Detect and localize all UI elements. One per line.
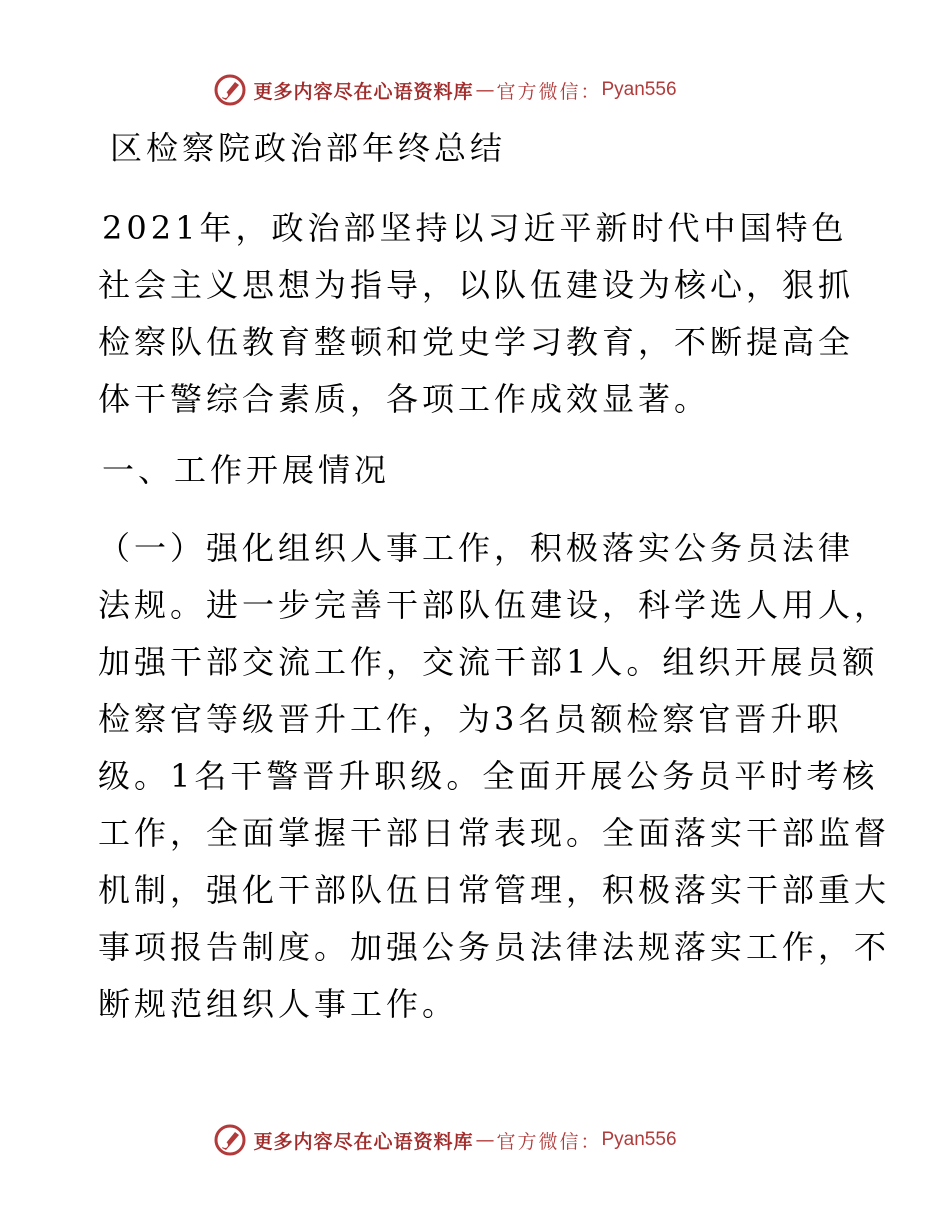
watermark-separator: — (475, 79, 495, 101)
paragraph-line: 机制，强化干部队伍日常管理，积极落实干部重大 (98, 871, 891, 909)
paragraph-line: 工作，全面掌握干部日常表现。全面落实干部监督 (98, 814, 891, 852)
paragraph-line: 法规。进一步完善干部队伍建设，科学选人用人， (98, 586, 891, 624)
watermark-header (0, 70, 950, 110)
intro-paragraph: 2021年，政治部坚持以习近平新时代中国特色社会主义思想为指导，以队伍建设为核心，狠抓检察队伍教育整顿和党史学习教育，不断提高全体干警综合素质，各项工作成效显著。 (98, 209, 855, 418)
watermark-wechat-label: 官方微信： (496, 1130, 602, 1153)
document-title: 区检察院政治部年终总结 (110, 129, 507, 167)
paragraph-line: 事项报告制度。加强公务员法律法规落实工作，不 (98, 928, 891, 966)
watermark-brand: 更多内容尽在心语资料库 (253, 80, 474, 103)
watermark-wechat-label: 官方微信： (496, 80, 602, 103)
paragraph-line: 加强干部交流工作，交流干部1人。组织开展员额 (98, 643, 879, 681)
paragraph-line: 断规范组织人事工作。 (98, 985, 459, 1023)
quill-logo-icon (213, 73, 247, 107)
watermark-separator: — (475, 1129, 495, 1151)
watermark-wechat-id: Pyan556 (601, 1129, 677, 1150)
paragraph-line: （一）强化组织人事工作，积极落实公务员法律 (98, 529, 855, 567)
quill-logo-icon (213, 1123, 247, 1157)
watermark-wechat-id: Pyan556 (601, 79, 677, 100)
paragraph-line: 级。1名干警晋升职级。全面开展公务员平时考核 (98, 757, 879, 795)
watermark-brand: 更多内容尽在心语资料库 (253, 1130, 474, 1153)
watermark-footer (0, 1120, 950, 1160)
subsection-paragraph (98, 520, 891, 1033)
section-heading: 一、工作开展情况 (102, 451, 391, 489)
paragraph-line: 检察官等级晋升工作，为3名员额检察官晋升职 (98, 700, 843, 738)
